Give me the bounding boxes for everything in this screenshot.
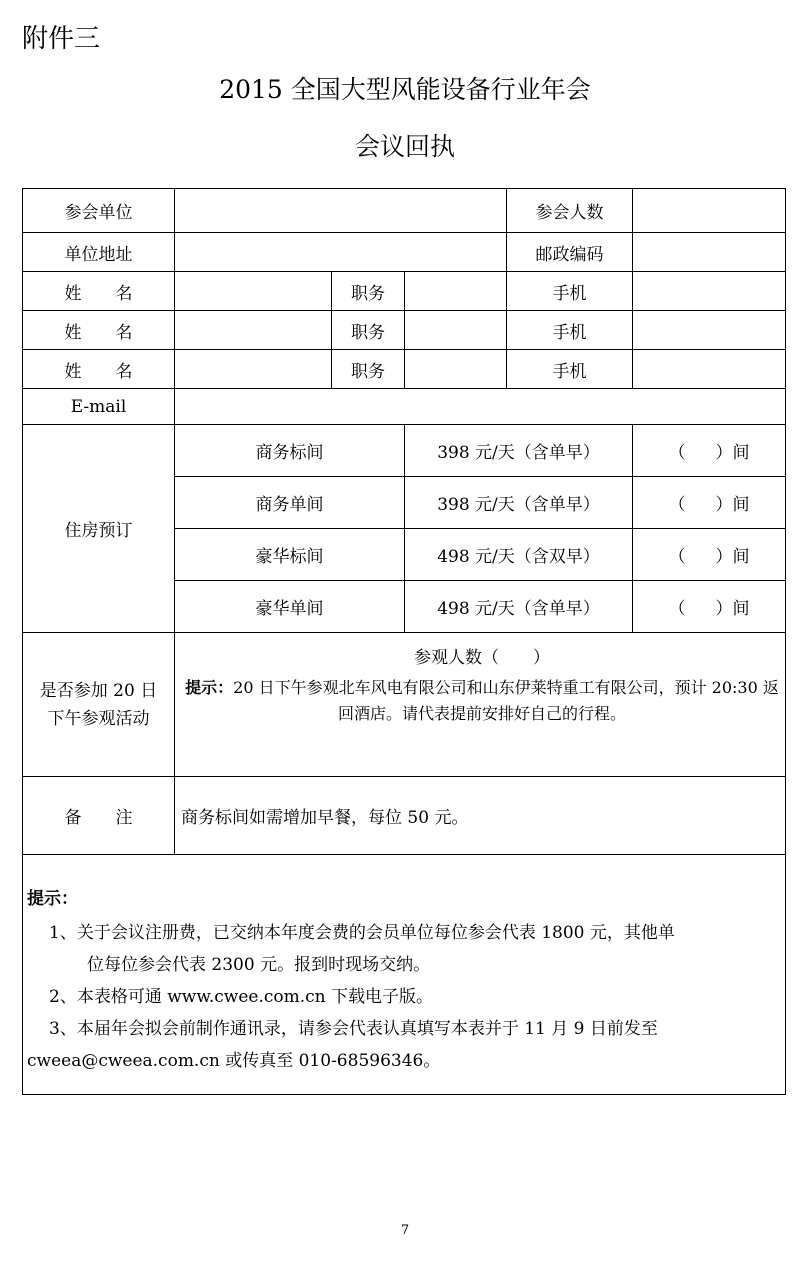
room-price: 498 元/天（含单早） xyxy=(405,581,633,633)
room-price: 398 元/天（含单早） xyxy=(405,477,633,529)
remark-label xyxy=(23,777,175,855)
visit-tip-head: 提示： xyxy=(185,678,234,697)
reply-form-table xyxy=(22,188,786,1095)
room-count-open: （ xyxy=(668,495,686,515)
mobile-label: 手机 xyxy=(507,272,633,311)
postcode-field[interactable] xyxy=(633,233,786,272)
room-count-close: ）间 xyxy=(715,547,750,567)
note-1-line-2: 位每位参会代表 2300 元。报到时现场交纳。 xyxy=(87,955,431,975)
room-count-open: （ xyxy=(668,547,686,567)
name-field[interactable] xyxy=(175,350,332,389)
room-price: 398 元/天（含单早） xyxy=(405,425,633,477)
name-label-char-1: 姓 xyxy=(64,283,82,304)
room-type: 商务单间 xyxy=(175,477,405,529)
note-3-line-2: cweea@cweea.com.cn 或传真至 010-68596346。 xyxy=(27,1051,441,1071)
visit-label-line-2: 下午参观活动 xyxy=(47,708,150,729)
postcode-label: 邮政编码 xyxy=(507,233,633,272)
room-count-field[interactable] xyxy=(633,477,786,529)
annex-label: 附件三 xyxy=(22,24,101,54)
name-label xyxy=(23,272,175,311)
room-count-field[interactable] xyxy=(633,529,786,581)
mobile-label: 手机 xyxy=(507,350,633,389)
remark-label-char-2: 注 xyxy=(115,808,133,828)
email-field[interactable] xyxy=(175,389,786,425)
position-label: 职务 xyxy=(332,311,405,350)
attendees-label: 参会人数 xyxy=(507,189,633,233)
visit-cell xyxy=(175,633,786,777)
room-count-close: ）间 xyxy=(715,599,750,619)
position-field[interactable] xyxy=(405,311,507,350)
room-count-field[interactable] xyxy=(633,581,786,633)
position-label: 职务 xyxy=(332,272,405,311)
email-label: E-mail xyxy=(23,389,175,425)
position-field[interactable] xyxy=(405,350,507,389)
visit-label-line-1: 是否参加 20 日 xyxy=(39,680,158,701)
name-label-char-2: 名 xyxy=(115,322,133,343)
room-type: 豪华标间 xyxy=(175,529,405,581)
visit-label xyxy=(23,633,175,777)
name-field[interactable] xyxy=(175,272,332,311)
mobile-label: 手机 xyxy=(507,311,633,350)
notes-cell xyxy=(23,855,786,1095)
room-type: 商务标间 xyxy=(175,425,405,477)
position-field[interactable] xyxy=(405,272,507,311)
mobile-field[interactable] xyxy=(633,311,786,350)
attendees-field[interactable] xyxy=(633,189,786,233)
name-label xyxy=(23,350,175,389)
visit-tip-body: 20 日下午参观北车风电有限公司和山东伊莱特重工有限公司，预计 20:30 返回酒店。请代表提前安排好自己的行程。 xyxy=(233,678,779,723)
page-number: 7 xyxy=(400,1223,410,1238)
name-label-char-1: 姓 xyxy=(64,361,82,382)
room-count-open: （ xyxy=(668,443,686,463)
note-2: 2、本表格可通 www.cwee.com.cn 下载电子版。 xyxy=(49,987,434,1007)
note-1-line-1: 1、关于会议注册费，已交纳本年度会费的会员单位每位参会代表 1800 元，其他单 xyxy=(49,923,675,943)
remark-text: 商务标间如需增加早餐，每位 50 元。 xyxy=(175,777,786,855)
room-price: 498 元/天（含双早） xyxy=(405,529,633,581)
page-subtitle: 会议回执 xyxy=(354,132,455,161)
name-field[interactable] xyxy=(175,311,332,350)
room-count-field[interactable] xyxy=(633,425,786,477)
name-label xyxy=(23,311,175,350)
remark-label-char-1: 备 xyxy=(64,808,82,828)
visit-count-field[interactable]: 参观人数（ ） xyxy=(414,648,550,668)
name-label-char-1: 姓 xyxy=(64,322,82,343)
mobile-field[interactable] xyxy=(633,350,786,389)
room-count-close: ）间 xyxy=(715,443,750,463)
position-label: 职务 xyxy=(332,350,405,389)
mobile-field[interactable] xyxy=(633,272,786,311)
page-title: 2015 全国大型风能设备行业年会 xyxy=(219,75,591,104)
room-type: 豪华单间 xyxy=(175,581,405,633)
address-field[interactable] xyxy=(175,233,507,272)
hotel-label: 住房预订 xyxy=(23,425,175,633)
notes-head: 提示： xyxy=(27,889,78,909)
org-label: 参会单位 xyxy=(23,189,175,233)
room-count-close: ）间 xyxy=(715,495,750,515)
note-3-line-1: 3、本届年会拟会前制作通讯录，请参会代表认真填写本表并于 11 月 9 日前发至 xyxy=(49,1019,658,1039)
name-label-char-2: 名 xyxy=(115,283,133,304)
name-label-char-2: 名 xyxy=(115,361,133,382)
address-label: 单位地址 xyxy=(23,233,175,272)
org-field[interactable] xyxy=(175,189,507,233)
room-count-open: （ xyxy=(668,599,686,619)
